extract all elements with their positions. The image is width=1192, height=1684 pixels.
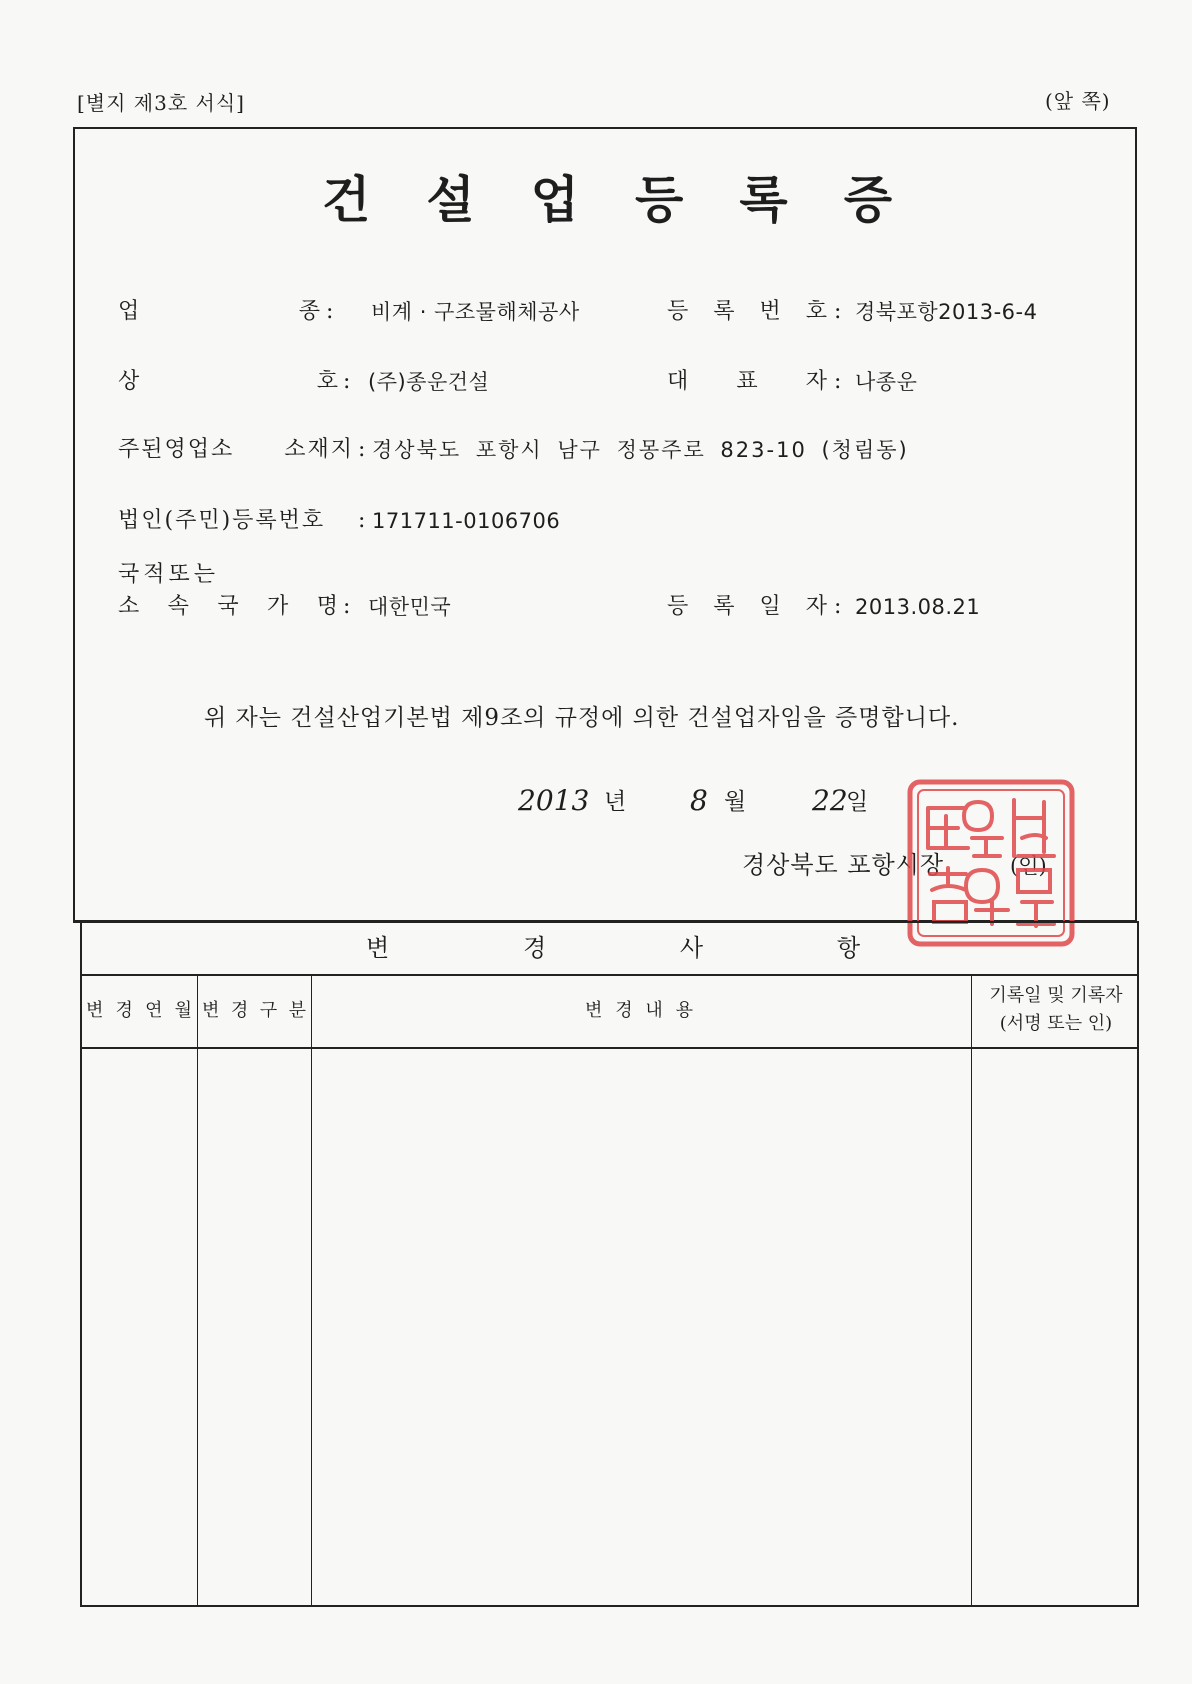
issuer-seal-mark: (인) <box>1010 854 1047 878</box>
issue-year-unit: 년 <box>604 789 627 815</box>
colon: : <box>343 594 351 619</box>
office-address-value: 경상북도 포항시 남구 정몽주로 823-10 (청림동) <box>372 438 909 462</box>
col-change-month: 변 경 연 월 <box>86 1000 192 1021</box>
column-divider <box>311 975 312 1607</box>
page-side: (앞 쪽) <box>1045 89 1111 113</box>
certification-statement: 위 자는 건설산업기본법 제9조의 규정에 의한 건설업자임을 증명합니다. <box>204 705 960 731</box>
issue-month: 8 <box>690 784 708 817</box>
column-divider <box>197 975 198 1607</box>
issue-month-unit: 월 <box>724 789 747 815</box>
trade-name-label: 상 호 <box>118 369 338 394</box>
colon: : <box>358 508 366 533</box>
changes-header-divider <box>80 1047 1139 1049</box>
colon: : <box>343 369 351 394</box>
change-record-cell <box>973 1050 1137 1606</box>
colon: : <box>326 299 334 324</box>
col-record-line2: (서명 또는 인) <box>999 1013 1113 1034</box>
corp-reg-no-label: 법인(주민)등록번호 <box>118 508 326 533</box>
col-change-type: 변 경 구 분 <box>202 1000 306 1021</box>
trade-name-value: (주)종운건설 <box>368 370 490 394</box>
section-divider <box>73 921 1139 923</box>
business-type-label: 업 종 <box>118 299 320 324</box>
issuer-name: 경상북도 포항시장 <box>742 851 945 879</box>
col-record-line1: 기록일 및 기록자 <box>989 985 1123 1006</box>
changes-title: 변 경 사 항 <box>366 934 860 962</box>
colon: : <box>834 299 842 324</box>
issue-year: 2013 <box>518 784 590 817</box>
registration-date-label: 등 록 일 자 <box>667 594 827 619</box>
nationality-label-line1: 국적또는 <box>118 562 220 587</box>
office-address-label: 주된영업소 소재지 <box>118 437 354 462</box>
nationality-value: 대한민국 <box>368 595 452 619</box>
form-code: [별지 제3호 서식] <box>77 91 245 115</box>
col-change-content: 변 경 내 용 <box>585 1000 693 1021</box>
registration-no-label: 등 록 번 호 <box>667 299 827 324</box>
corp-reg-no-value: 171711-0106706 <box>372 509 561 533</box>
registration-no-value: 경북포항2013-6-4 <box>855 300 1038 324</box>
colon: : <box>358 437 366 462</box>
change-month-cell <box>82 1050 196 1606</box>
business-type-value: 비계 · 구조물해체공사 <box>371 300 580 324</box>
colon: : <box>834 369 842 394</box>
change-type-cell <box>199 1050 310 1606</box>
registration-date-value: 2013.08.21 <box>855 595 981 619</box>
issue-day-unit: 일 <box>846 789 869 815</box>
nationality-label-line2: 소 속 국 가 명 <box>118 594 338 619</box>
colon: : <box>834 594 842 619</box>
document-title: 건 설 업 등 록 증 <box>322 170 892 229</box>
column-divider <box>971 975 972 1607</box>
issue-day: 22 <box>812 784 848 817</box>
change-content-cell <box>313 1050 970 1606</box>
representative-value: 나종운 <box>855 370 918 394</box>
representative-label: 대 표 자 <box>667 369 827 394</box>
changes-title-divider <box>80 974 1139 976</box>
